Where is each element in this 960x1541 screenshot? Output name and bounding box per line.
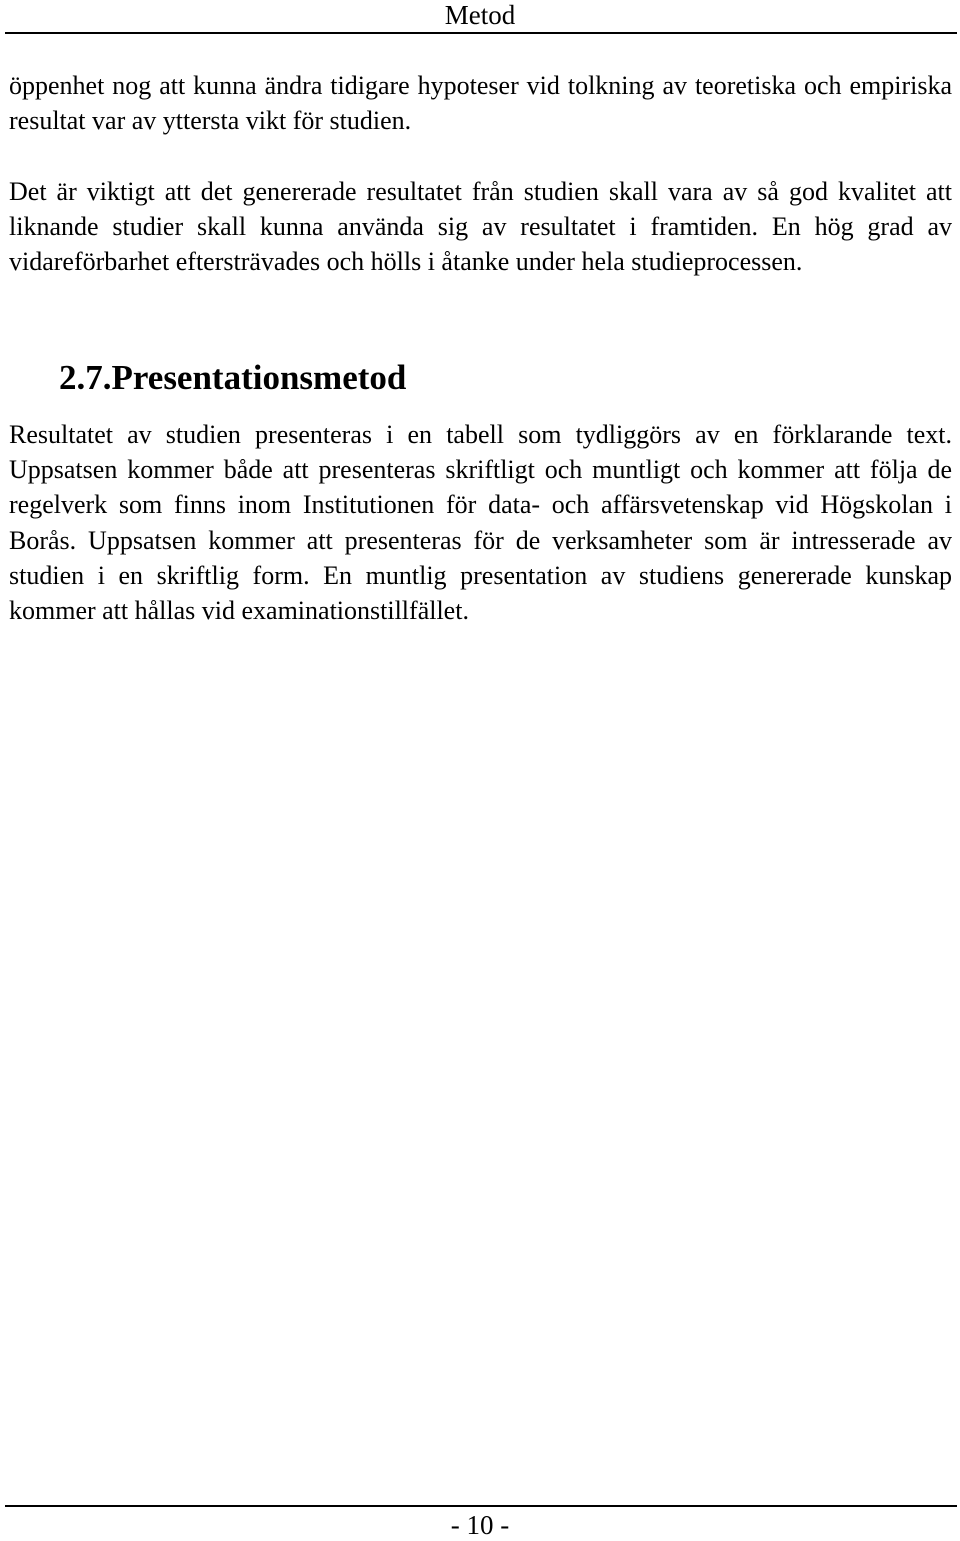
header-rule xyxy=(5,32,957,34)
page-number: - 10 - xyxy=(450,1510,510,1540)
running-header: Metod xyxy=(444,0,516,30)
section-paragraph: Resultatet av studien presenteras i en tabell som tydliggörs av en förklarande text. Uppsatsen kommer både att presenteras skriftligt och muntligt och kommer att följa de regelverk som finns inom Institutionen för data- och affärsvetenskap vid Högskolan i Borås. Uppsatsen kommer att presenteras för de verksamheter som är intresserade av studien i en skriftlig form. En muntlig presentation av studiens genererade kunskap kommer att hållas vid examinationstillfället. xyxy=(9,420,952,626)
footer-rule xyxy=(5,1505,957,1507)
paragraph-1: öppenhet nog att kunna ändra tidigare hypoteser vid tolkning av teoretiska och empiriska resultat var av yttersta vikt för studien. xyxy=(9,71,952,136)
paragraph-2: Det är viktigt att det genererade resultatet från studien skall vara av så god kvalitet att liknande studier skall kunna använda sig av resultatet i framtiden. En hög grad av vidareförbarhet eftersträvades och hölls i åtanke under hela studieprocessen. xyxy=(9,177,952,277)
section-heading: 2.7.Presentationsmetod xyxy=(59,358,407,397)
